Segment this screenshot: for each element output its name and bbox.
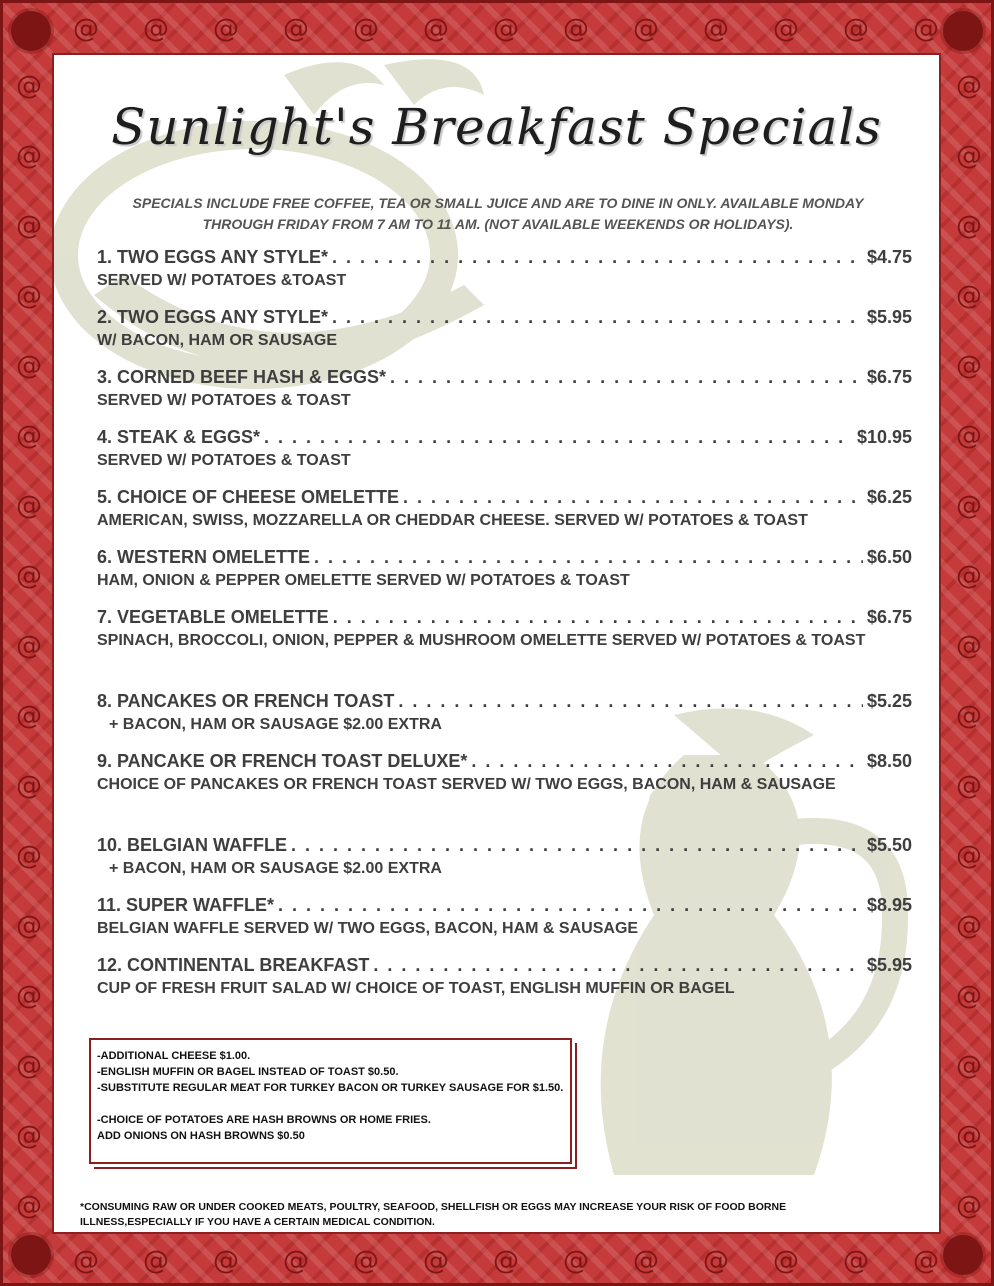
item-price: $5.25 [866, 691, 912, 711]
spiral-pattern-icon: @ [16, 1121, 42, 1151]
item-description: CHOICE OF PANCAKES OR FRENCH TOAST SERVED W/ TWO EGGS, BACON, HAM & SAUSAGE [97, 776, 836, 793]
spiral-pattern-icon: @ [353, 1246, 379, 1276]
spiral-pattern-icon: @ [956, 1051, 982, 1081]
spiral-pattern-icon: @ [956, 141, 982, 171]
note-line: -CHOICE OF POTATOES ARE HASH BROWNS OR HOME FRIES. [97, 1114, 431, 1126]
item-name: 3. CORNED BEEF HASH & EGGS* [97, 367, 387, 387]
spiral-pattern-icon: @ [956, 981, 982, 1011]
menu-title: Sunlight's Breakfast Specials [111, 98, 882, 156]
item-name: 11. SUPER WAFFLE* [97, 895, 275, 915]
item-name: 12. CONTINENTAL BREAKFAST [97, 955, 370, 975]
spiral-pattern-icon: @ [16, 211, 42, 241]
menu-item [97, 893, 912, 941]
spiral-pattern-icon: @ [913, 14, 939, 44]
spiral-pattern-icon: @ [633, 14, 659, 44]
spiral-pattern-icon: @ [283, 1246, 309, 1276]
note-line: -SUBSTITUTE REGULAR MEAT FOR TURKEY BACON OR TURKEY SAUSAGE FOR $1.50. [97, 1082, 564, 1094]
menu-item [97, 605, 912, 653]
spiral-pattern-icon: @ [493, 14, 519, 44]
item-price: $8.50 [866, 751, 912, 771]
menu-subtitle: SPECIALS INCLUDE FREE COFFEE, TEA OR SMALL JUICE AND ARE TO DINE IN ONLY. AVAILABLE MONDAY THROUGH FRIDAY FROM 7 AM TO 11 AM. (NOT AVAILABLE WEEKENDS OR HOLIDAYS). [132, 195, 864, 232]
item-price: $5.95 [866, 955, 912, 975]
spiral-pattern-icon: @ [16, 701, 42, 731]
spiral-pattern-icon: @ [633, 1246, 659, 1276]
spiral-pattern-icon: @ [956, 421, 982, 451]
item-price: $6.75 [866, 367, 912, 387]
spiral-pattern-icon: @ [703, 14, 729, 44]
spiral-pattern-icon: @ [563, 1246, 589, 1276]
item-name: 4. STEAK & EGGS* [97, 427, 261, 447]
spiral-pattern-icon: @ [213, 1246, 239, 1276]
item-name: 7. VEGETABLE OMELETTE [97, 607, 329, 627]
item-description: HAM, ONION & PEPPER OMELETTE SERVED W/ POTATOES & TOAST [97, 572, 630, 589]
spiral-pattern-icon: @ [956, 631, 982, 661]
item-name: 6. WESTERN OMELETTE [97, 547, 311, 567]
spiral-pattern-icon: @ [16, 71, 42, 101]
item-description: CUP OF FRESH FRUIT SALAD W/ CHOICE OF TOAST, ENGLISH MUFFIN OR BAGEL [97, 980, 735, 997]
item-price: $5.95 [866, 307, 912, 327]
item-name: 2. TWO EGGS ANY STYLE* [97, 307, 329, 327]
dot-leader [278, 893, 863, 917]
spiral-pattern-icon: @ [16, 631, 42, 661]
dot-leader [403, 485, 863, 509]
spiral-pattern-icon: @ [956, 771, 982, 801]
menu-item [97, 689, 912, 737]
spiral-pattern-icon: @ [956, 701, 982, 731]
spiral-pattern-icon: @ [956, 841, 982, 871]
item-description: SERVED W/ POTATOES & TOAST [97, 392, 351, 409]
spiral-pattern-icon: @ [213, 14, 239, 44]
spiral-pattern-icon: @ [16, 141, 42, 171]
spiral-pattern-icon: @ [956, 351, 982, 381]
dot-leader [471, 749, 863, 773]
sun-ornament-icon [11, 1235, 51, 1275]
dot-leader [314, 545, 863, 569]
item-description: SPINACH, BROCCOLI, ONION, PEPPER & MUSHROOM OMELETTE SERVED W/ POTATOES & TOAST [97, 632, 866, 649]
dot-leader [398, 689, 863, 713]
spiral-pattern-icon: @ [283, 14, 309, 44]
menu-panel [54, 55, 939, 1232]
spiral-pattern-icon: @ [956, 211, 982, 241]
menu-item [97, 365, 912, 413]
spiral-pattern-icon: @ [353, 14, 379, 44]
item-description: AMERICAN, SWISS, MOZZARELLA OR CHEDDAR CHEESE. SERVED W/ POTATOES & TOAST [97, 512, 808, 529]
spiral-pattern-icon: @ [73, 1246, 99, 1276]
item-price: $6.50 [866, 547, 912, 567]
spiral-pattern-icon: @ [143, 1246, 169, 1276]
spiral-pattern-icon: @ [16, 561, 42, 591]
sun-ornament-icon [943, 11, 983, 51]
item-price: $6.25 [866, 487, 912, 507]
dot-leader [291, 833, 863, 857]
item-name: 8. PANCAKES OR FRENCH TOAST [97, 691, 395, 711]
spiral-pattern-icon: @ [16, 491, 42, 521]
sun-ornament-icon [11, 11, 51, 51]
menu-item [97, 425, 912, 473]
item-price: $8.95 [866, 895, 912, 915]
note-line: -ADDITIONAL CHEESE $1.00. [97, 1050, 251, 1062]
menu-item [97, 833, 912, 881]
spiral-pattern-icon: @ [956, 561, 982, 591]
spiral-pattern-icon: @ [956, 491, 982, 521]
dot-leader [332, 245, 863, 269]
spiral-pattern-icon: @ [773, 1246, 799, 1276]
spiral-pattern-icon: @ [956, 911, 982, 941]
note-line: -ENGLISH MUFFIN OR BAGEL INSTEAD OF TOAST $0.50. [97, 1066, 399, 1078]
sun-ornament-icon [943, 1235, 983, 1275]
item-description: BELGIAN WAFFLE SERVED W/ TWO EGGS, BACON, HAM & SAUSAGE [97, 920, 639, 937]
spiral-pattern-icon: @ [563, 14, 589, 44]
item-price: $10.95 [856, 427, 912, 447]
spiral-pattern-icon: @ [956, 71, 982, 101]
dot-leader [332, 305, 863, 329]
item-name: 9. PANCAKE OR FRENCH TOAST DELUXE* [97, 751, 468, 771]
spiral-pattern-icon: @ [16, 911, 42, 941]
item-name: 10. BELGIAN WAFFLE [97, 835, 288, 855]
item-price: $4.75 [866, 247, 912, 267]
item-price: $5.50 [866, 835, 912, 855]
menu-item [97, 545, 912, 593]
dot-leader [390, 365, 863, 389]
food-safety-warning: *CONSUMING RAW OR UNDER COOKED MEATS, POULTRY, SEAFOOD, SHELLFISH OR EGGS MAY INCREASE YOUR RISK OF FOOD BORNE ILLNESS,ESPECIALLY IF YOU HAVE A CERTAIN MEDICAL CONDITION. [80, 1201, 787, 1228]
note-line: ADD ONIONS ON HASH BROWNS $0.50 [97, 1130, 305, 1142]
spiral-pattern-icon: @ [843, 14, 869, 44]
spiral-pattern-icon: @ [16, 281, 42, 311]
menu-item [97, 245, 912, 293]
spiral-pattern-icon: @ [16, 771, 42, 801]
item-name: 5. CHOICE OF CHEESE OMELETTE [97, 487, 400, 507]
spiral-pattern-icon: @ [843, 1246, 869, 1276]
extras-box [89, 1038, 572, 1164]
spiral-pattern-icon: @ [493, 1246, 519, 1276]
item-price: $6.75 [866, 607, 912, 627]
dot-leader [264, 425, 853, 449]
item-description: SERVED W/ POTATOES &TOAST [97, 272, 347, 289]
spiral-pattern-icon: @ [73, 14, 99, 44]
spiral-pattern-icon: @ [956, 1191, 982, 1221]
spiral-pattern-icon: @ [956, 281, 982, 311]
item-description: + BACON, HAM OR SAUSAGE $2.00 EXTRA [109, 860, 442, 877]
spiral-pattern-icon: @ [913, 1246, 939, 1276]
dot-leader [373, 953, 863, 977]
spiral-pattern-icon: @ [16, 981, 42, 1011]
spiral-pattern-icon: @ [143, 14, 169, 44]
item-description: W/ BACON, HAM OR SAUSAGE [97, 332, 337, 349]
spiral-pattern-icon: @ [16, 421, 42, 451]
spiral-pattern-icon: @ [773, 14, 799, 44]
spiral-pattern-icon: @ [423, 1246, 449, 1276]
spiral-pattern-icon: @ [16, 1051, 42, 1081]
menu-item [97, 953, 912, 1001]
spiral-pattern-icon: @ [16, 351, 42, 381]
spiral-pattern-icon: @ [16, 841, 42, 871]
item-description: SERVED W/ POTATOES & TOAST [97, 452, 351, 469]
menu-item [97, 749, 912, 797]
menu-item [97, 485, 912, 533]
spiral-pattern-icon: @ [423, 14, 449, 44]
spiral-pattern-icon: @ [16, 1191, 42, 1221]
item-name: 1. TWO EGGS ANY STYLE* [97, 247, 329, 267]
dot-leader [333, 605, 863, 629]
spiral-pattern-icon: @ [703, 1246, 729, 1276]
spiral-pattern-icon: @ [956, 1121, 982, 1151]
item-description: + BACON, HAM OR SAUSAGE $2.00 EXTRA [109, 716, 442, 733]
menu-item [97, 305, 912, 353]
